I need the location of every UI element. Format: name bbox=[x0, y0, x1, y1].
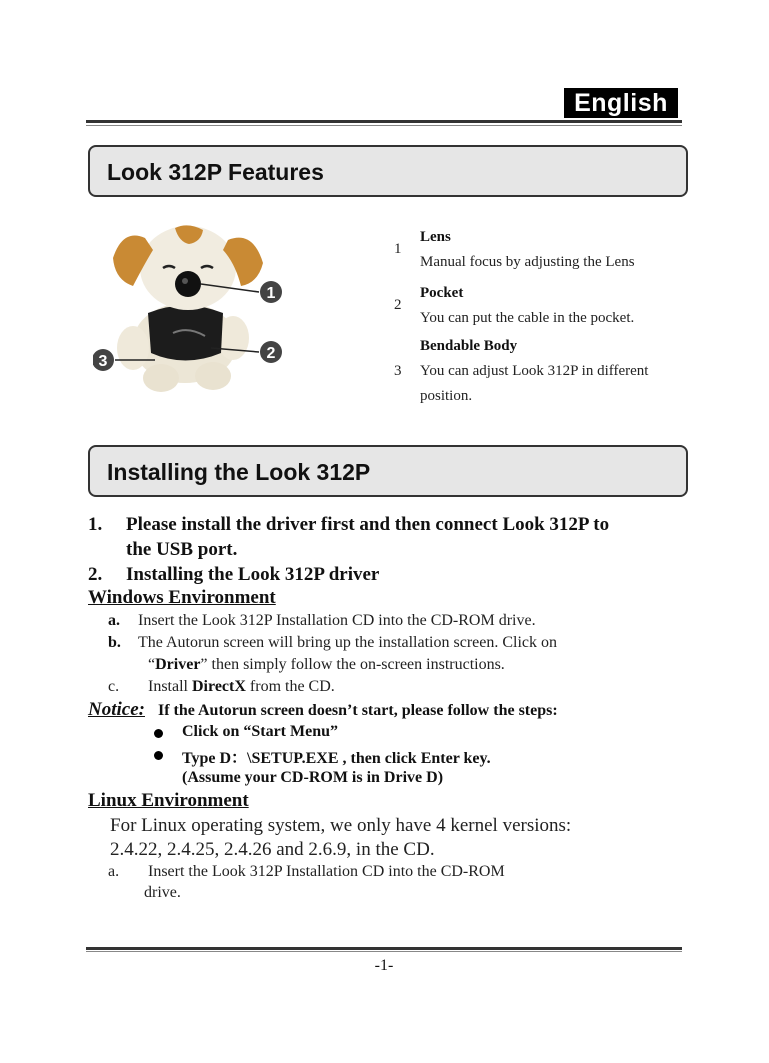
directx-keyword: DirectX bbox=[192, 678, 246, 695]
list-label: b. bbox=[108, 634, 121, 651]
feature-name-pocket: Pocket bbox=[420, 285, 464, 301]
language-badge: English bbox=[564, 88, 678, 118]
feature-name-lens: Lens bbox=[420, 229, 451, 245]
install-step-2 bbox=[88, 562, 688, 587]
step-text: Installing the Look 312P driver bbox=[126, 564, 380, 585]
install-title: Installing the Look 312P bbox=[107, 459, 371, 485]
header-rule-thin bbox=[86, 125, 682, 126]
notice-text: If the Autorun screen doesn’t start, please follow the steps: bbox=[158, 702, 558, 719]
footer-rule-thin bbox=[86, 951, 682, 952]
callout-3: 3 bbox=[98, 353, 108, 370]
notice-label: Notice: bbox=[88, 699, 145, 720]
header-rule bbox=[86, 120, 682, 123]
feature-description-bendable-body: You can adjust Look 312P in different bbox=[420, 363, 649, 379]
windows-step-c: c. bbox=[108, 678, 120, 695]
notice-bullet-setup: Type D：\SETUP.EXE , then click Enter key. bbox=[182, 750, 491, 767]
feature-number: 1 bbox=[394, 241, 402, 257]
bullet-icon bbox=[154, 751, 163, 760]
step-number: 1. bbox=[88, 514, 103, 535]
footer-rule bbox=[86, 947, 682, 950]
windows-step-c-text: Install DirectX from the CD. bbox=[148, 678, 335, 695]
feature-description-pocket: You can put the cable in the pocket. bbox=[420, 310, 635, 326]
page-number: -1- bbox=[374, 957, 394, 974]
feature-number: 3 bbox=[394, 363, 402, 379]
bullet-icon bbox=[154, 729, 163, 738]
list-label: a. bbox=[108, 612, 120, 629]
windows-step-a bbox=[108, 612, 120, 630]
driver-keyword: Driver bbox=[155, 656, 201, 673]
windows-step-b-text: The Autorun screen will bring up the installation screen. Click on bbox=[138, 634, 558, 651]
features-title: Look 312P Features bbox=[107, 159, 324, 185]
linux-step-a-text-cont: drive. bbox=[144, 884, 181, 901]
windows-environment-heading: Windows Environment bbox=[88, 587, 276, 608]
features-section-header bbox=[88, 145, 688, 197]
step-number: 2. bbox=[88, 564, 103, 585]
linux-kernel-versions: 2.4.22, 2.4.25, 2.4.26 and 2.6.9, in the CD. bbox=[110, 839, 435, 860]
linux-kernel-text: For Linux operating system, we only have 4 kernel versions: bbox=[110, 815, 572, 836]
feature-description-lens: Manual focus by adjusting the Lens bbox=[420, 254, 635, 270]
install-step-1 bbox=[88, 512, 688, 562]
linux-environment-heading: Linux Environment bbox=[88, 790, 249, 811]
windows-step-b-text-cont: “Driver” then simply follow the on-screen instructions. bbox=[148, 656, 505, 673]
callout-1: 1 bbox=[266, 285, 276, 302]
linux-step-a: a. bbox=[108, 863, 120, 880]
step-text-cont: the USB port. bbox=[126, 539, 238, 560]
linux-step-a-text: Insert the Look 312P Installation CD into the CD-ROM bbox=[148, 863, 505, 880]
step-text: Please install the driver first and then connect Look 312P to bbox=[126, 514, 610, 535]
feature-number: 2 bbox=[394, 297, 402, 313]
notice-bullet-setup-note: (Assume your CD-ROM is in Drive D) bbox=[182, 769, 444, 786]
windows-step-b bbox=[108, 634, 121, 652]
feature-name-bendable-body: Bendable Body bbox=[420, 338, 518, 354]
look-312p-webcam-illustration bbox=[93, 218, 293, 398]
feature-description-bendable-body-cont: position. bbox=[420, 388, 473, 404]
install-section-header bbox=[88, 445, 688, 497]
callout-2: 2 bbox=[266, 345, 276, 362]
notice-bullet-start-menu: Click on “Start Menu” bbox=[182, 723, 338, 740]
windows-step-a-text: Insert the Look 312P Installation CD into the CD-ROM drive. bbox=[138, 612, 536, 629]
